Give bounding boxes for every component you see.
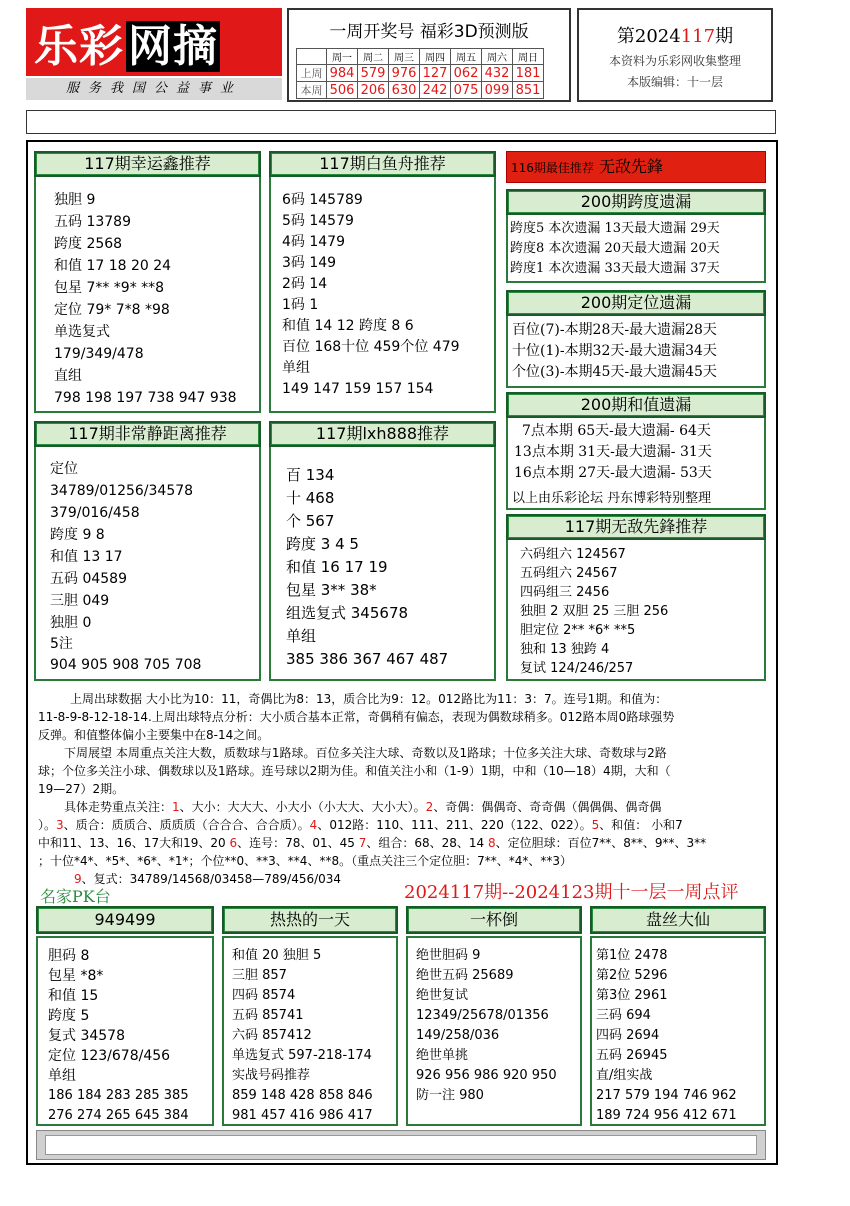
line: 34789/01256/34578 <box>50 483 194 499</box>
line: 跨度8 本次遗漏 20天最大遗漏 20天 <box>510 241 720 256</box>
draw-table <box>296 48 544 99</box>
day-header: 周六 <box>482 49 513 65</box>
draw-number: 242 <box>420 82 451 99</box>
draw-number: 579 <box>358 65 389 82</box>
line: 实战号码推荐 <box>232 1068 311 1083</box>
line: 直/组实战 <box>596 1068 653 1083</box>
line: 7点本期 65天-最大遗漏- 64天 <box>522 423 711 439</box>
line: 276 274 265 645 384 <box>48 1108 189 1123</box>
line: 5注 <box>50 636 73 652</box>
draw-number: 506 <box>327 82 358 99</box>
analysis-line: 反弹。和值整体偏小主要集中在8-14之间。 <box>38 728 270 742</box>
line: 组选复式 345678 <box>286 604 409 622</box>
line: 12349/25678/01356 <box>416 1008 549 1023</box>
line: 单组 <box>48 1068 76 1084</box>
box-title: 一杯倒 <box>406 906 582 934</box>
draw-number: 075 <box>451 82 482 99</box>
analysis-line: 19—27）2期。 <box>38 782 125 796</box>
draw-number: 984 <box>327 65 358 82</box>
blank-bar <box>26 110 776 134</box>
draw-number: 976 <box>389 65 420 82</box>
line: 和值 17 18 20 24 <box>54 258 172 274</box>
line: 五码 04589 <box>50 571 127 587</box>
line: 149 147 159 157 154 <box>282 381 434 397</box>
logo <box>26 8 282 76</box>
issue-panel <box>577 8 773 102</box>
line: 179/349/478 <box>54 346 144 362</box>
line: 904 905 908 705 708 <box>50 657 202 673</box>
line: 定位 123/678/456 <box>48 1048 171 1064</box>
line: 跨度5 本次遗漏 13天最大遗漏 29天 <box>510 221 720 236</box>
line: 379/016/458 <box>50 505 140 521</box>
line: 十 468 <box>286 489 335 507</box>
line: 五码组六 24567 <box>520 566 618 581</box>
line: 定位 79* 7*8 *98 <box>54 302 170 318</box>
editor-note: 本版编辑：十一层 <box>626 75 723 89</box>
box-title: 200期跨度遗漏 <box>506 189 766 215</box>
line: 独胆 0 <box>50 615 92 631</box>
line: 个 567 <box>286 512 335 530</box>
analysis-line: 上周出球数据 大小比为10：11，奇偶比为8：13，质合比为9：12。012路比为11：3：7。连号1期。和值为： <box>70 692 668 706</box>
bottom-bar-inner <box>45 1135 757 1155</box>
line: 防一注 980 <box>416 1088 484 1103</box>
day-header: 周五 <box>451 49 482 65</box>
line: 981 457 416 986 417 <box>232 1108 373 1123</box>
best-recommend-banner: 116期最佳推荐 无敌先鋒 <box>506 151 766 183</box>
line: 跨度1 本次遗漏 33天最大遗漏 37天 <box>510 261 720 276</box>
line: 复试 124/246/257 <box>520 661 634 676</box>
line: 第1位 2478 <box>596 948 668 963</box>
line: 包星 7** *9* **8 <box>54 280 165 296</box>
line: 和值 16 17 19 <box>286 558 388 576</box>
line: 三码 694 <box>596 1008 651 1023</box>
line: 3码 149 <box>282 255 337 271</box>
logo-text: 乐彩网摘 <box>34 21 218 72</box>
draw-number: 127 <box>420 65 451 82</box>
line: 第2位 5296 <box>596 968 668 983</box>
line: 三胆 049 <box>50 593 110 609</box>
line: 5码 14579 <box>282 213 354 229</box>
line: 单组 <box>286 627 317 645</box>
line: 859 148 428 858 846 <box>232 1088 373 1103</box>
line: 独胆 2 双胆 25 三胆 256 <box>520 604 669 619</box>
analysis-line: 中和11、13、16、17大和19、20 6、连号：78、01、45 7、组合：68、28、14 8、定位胆球：百位7**、8**、9**、3** <box>38 836 707 850</box>
line: 13点本期 31天-最大遗漏- 31天 <box>514 444 712 460</box>
line: 第3位 2961 <box>596 988 668 1003</box>
line: 胆定位 2** *6* **5 <box>520 623 636 638</box>
line: 跨度 3 4 5 <box>286 535 359 553</box>
line: 四码组三 2456 <box>520 585 610 600</box>
line: 独和 13 独跨 4 <box>520 642 610 657</box>
box-title: 热热的一天 <box>222 906 398 934</box>
line: 包星 *8* <box>48 968 104 984</box>
line: 十位(1)-本期32天-最大遗漏34天 <box>512 343 717 359</box>
box-title: 949499 <box>36 906 214 934</box>
line: 798 198 197 738 947 938 <box>54 390 237 406</box>
box-title: 117期lxh888推荐 <box>269 421 496 447</box>
analysis-line: 球；个位多关注小球、偶数球以及1路球。连号球以2期为佳。和值关注小和（1-9）1期，中和（10—18）4期，大和（ <box>38 764 671 778</box>
line: 绝世单挑 <box>416 1048 469 1063</box>
line: 跨度 9 8 <box>50 527 105 543</box>
analysis-line: ）。3、质合：质质合、质质质（合合合、合合质）。4、012路：110、111、211、220（122、022）。5、和值： 小和7 <box>38 818 683 832</box>
line: 2码 14 <box>282 276 328 292</box>
line: 217 579 194 746 962 <box>596 1088 737 1103</box>
line: 四码 2694 <box>596 1028 660 1043</box>
draw-number: 851 <box>513 82 544 99</box>
analysis-line: 具体走势重点关注：1、大小：大大大、小大小（小大大、大小大）。2、奇偶：偶偶奇、奇奇偶（偶偶偶、偶奇偶 <box>64 800 662 814</box>
line: 单选复式 597-218-174 <box>232 1048 372 1063</box>
line: 六码组六 124567 <box>520 547 626 562</box>
line: 直组 <box>54 368 82 384</box>
mingjia-label: 名家PK台 <box>40 887 111 906</box>
line: 百位 168十位 459个位 479 <box>282 339 460 355</box>
line: 五码 26945 <box>596 1048 668 1063</box>
draw-number: 432 <box>482 65 513 82</box>
analysis-line: ；十位*4*、*5*、*6*、*1*；个位**0、**3、**4、**8。（重点关注三个定位胆：7**、*4*、**3） <box>38 854 572 868</box>
analysis-line: 下周展望 本周重点关注大数，质数球与1路球。百位多关注大球、奇数以及1路球；十位多关注大球、奇数球与2路 <box>64 746 667 760</box>
draw-number: 630 <box>389 82 420 99</box>
page-title: 一周开奖号 福彩3D预测版 <box>329 22 529 42</box>
line: 1码 1 <box>282 297 319 313</box>
line: 和值 14 12 跨度 8 6 <box>282 318 414 334</box>
analysis-line: 11-8-9-8-12-18-14.上周出球特点分析：大小质合基本正常，奇偶稍有偏态，表现为偶数球稍多。012路本周0路球强势 <box>38 710 675 724</box>
analysis-line: 9、复式：34789/14568/03458—789/456/034 <box>74 872 342 886</box>
draw-number: 099 <box>482 82 513 99</box>
box-title: 200期定位遗漏 <box>506 290 766 316</box>
line: 926 956 986 920 950 <box>416 1068 557 1083</box>
line: 跨度 2568 <box>54 236 123 252</box>
line: 个位(3)-本期45天-最大遗漏45天 <box>512 364 717 380</box>
slogan: 服务我国公益事业 <box>26 78 282 100</box>
line: 五码 85741 <box>232 1008 304 1023</box>
line: 跨度 5 <box>48 1008 90 1024</box>
line: 6码 145789 <box>282 192 363 208</box>
day-header: 周日 <box>513 49 544 65</box>
draw-number: 206 <box>358 82 389 99</box>
line: 16点本期 27天-最大遗漏- 53天 <box>514 465 712 481</box>
line: 包星 3** 38* <box>286 581 377 599</box>
day-header: 周四 <box>420 49 451 65</box>
line: 三胆 857 <box>232 968 287 983</box>
line: 五码 13789 <box>54 214 131 230</box>
box-title: 117期无敌先鋒推荐 <box>506 514 766 540</box>
day-header: 周三 <box>389 49 420 65</box>
box-title: 117期非常静距离推荐 <box>34 421 261 447</box>
line: 百 134 <box>286 466 335 484</box>
line: 绝世五码 25689 <box>416 968 514 983</box>
line: 胆码 8 <box>48 948 90 964</box>
draw-number: 181 <box>513 65 544 82</box>
line: 189 724 956 412 671 <box>596 1108 737 1123</box>
box-title: 117期幸运鑫推荐 <box>34 151 261 177</box>
line: 四码 8574 <box>232 988 296 1003</box>
box-title: 117期白鱼舟推荐 <box>269 151 496 177</box>
line: 定位 <box>50 461 78 477</box>
bottom-bar <box>36 1130 766 1160</box>
day-header: 周二 <box>358 49 389 65</box>
line: 186 184 283 285 385 <box>48 1088 189 1103</box>
line: 六码 857412 <box>232 1028 312 1043</box>
line: 单选复式 <box>54 324 110 340</box>
box-title: 200期和值遗漏 <box>506 392 766 418</box>
draw-number: 062 <box>451 65 482 82</box>
line: 单组 <box>282 360 310 376</box>
line: 复式 34578 <box>48 1028 125 1044</box>
line: 4码 1479 <box>282 234 345 250</box>
line: 和值 20 独胆 5 <box>232 948 322 963</box>
day-header: 周一 <box>327 49 358 65</box>
issue-number: 第2024117期 <box>616 26 734 47</box>
line: 149/258/036 <box>416 1028 500 1043</box>
line: 和值 15 <box>48 988 99 1004</box>
line: 独胆 9 <box>54 192 96 208</box>
draw-panel <box>287 8 571 102</box>
weekly-review-title: 2024117期--2024123期十一层一周点评 <box>404 882 739 903</box>
line: 百位(7)-本期28天-最大遗漏28天 <box>512 322 717 338</box>
line: 385 386 367 467 487 <box>286 650 449 668</box>
line: 绝世胆码 9 <box>416 948 481 963</box>
row-label: 本周 <box>297 82 327 99</box>
line: 和值 13 17 <box>50 549 123 565</box>
row-label: 上周 <box>297 65 327 82</box>
line: 绝世复试 <box>416 988 469 1003</box>
source-note: 本资料为乐彩网收集整理 <box>608 54 741 68</box>
hezhi-note: 以上由乐彩论坛 丹东博彩特别整理 <box>512 491 712 506</box>
box-title: 盘丝大仙 <box>590 906 766 934</box>
